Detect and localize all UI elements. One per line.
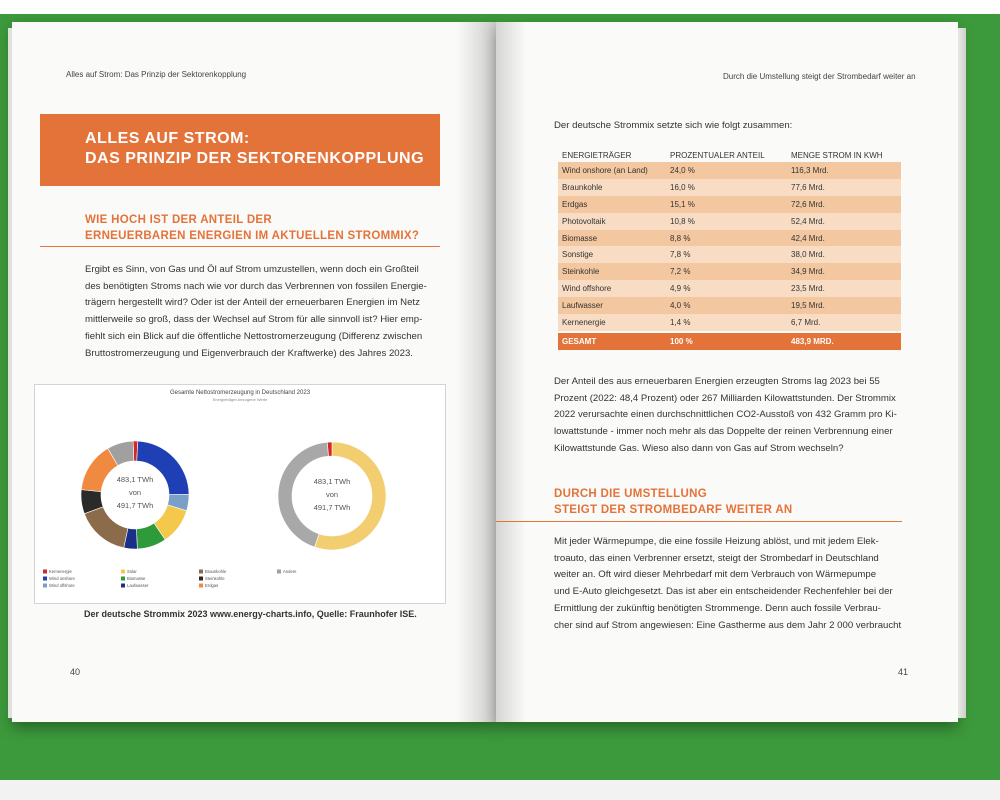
open-book [8,22,968,727]
cell-share: 4,9 % [670,284,691,294]
legend-label: Biomasse [127,576,146,581]
cell-amount: 6,7 Mrd. [791,317,821,327]
table-row [558,230,901,247]
text-line: 2022 verursachte einen durchschnittlichen CO2-Ausstoß von 432 Gramm pro Ki- [554,409,897,421]
chart-title: Gesamte Nettostromerzeugung in Deutschland 2023 [169,390,311,396]
page-number-left: 40 [70,667,81,677]
cell-amount: 34,9 Mrd. [791,267,825,277]
table-row [558,314,901,332]
legend-swatch [121,577,125,581]
text-line: Mit jeder Wärmepumpe, die eine fossile Heizung ablöst, und mit jedem Elek- [554,536,879,547]
table-row [558,213,901,230]
header-menge: MENGE STROM IN KWH [791,150,883,160]
legend-label: Wind onshore [49,576,75,581]
legend-label: Kernenergie [49,569,72,574]
legend-swatch [121,570,125,574]
page-edge-left [8,28,12,718]
text-line: Bruttostromerzeugung und Eigenverbrauch der Kraftwerke) des Jahres 2023. [85,347,413,359]
cell-source: Biomasse [562,233,598,243]
section-heading-right [554,486,793,518]
chart-canvas [35,385,445,603]
figure-caption: Der deutsche Strommix 2023 www.energy-charts.info, Quelle: Fraunhofer ISE. [84,609,417,619]
strommix-chart [34,384,446,604]
body-paragraph-right-2 [554,534,901,634]
table-intro: Der deutsche Strommix setzte sich wie folgt zusammen: [554,120,793,131]
donut2-center-line3: 491,7 TWh [313,503,351,512]
legend-swatch [199,570,203,574]
donut1-center-line2: von [128,488,142,497]
cell-amount: 77,6 Mrd. [791,182,825,192]
page-edge-right [958,28,966,718]
text-line: Kilowattstunde Gas. Wieso also dann von Gas auf Strom wechseln? [554,442,844,454]
legend-swatch [43,570,47,574]
section-heading-line1: WIE HOCH IST DER ANTEIL DER [85,214,272,226]
cell-share: 15,1 % [670,199,695,209]
slice-fossil [278,442,329,547]
donut2-center-line1: 483,1 TWh [313,477,351,486]
cell-amount: 116,3 Mrd. [791,165,829,175]
header-energietraeger: ENERGIETRÄGER [562,150,632,160]
table-row [558,196,901,213]
cell-share: 8,8 % [670,233,691,243]
right-page [496,22,958,722]
chart-legend [43,569,297,588]
cell-share: 4,0 % [670,301,691,311]
donut1-center-line1: 483,1 TWh [116,475,154,484]
table-row [558,246,901,263]
cell-amount: 38,0 Mrd. [791,250,825,260]
text-line: lowattstunde - immer noch mehr als das Doppelte der reinen Verbrennung einer [554,426,893,438]
chapter-title-line2: DAS PRINZIP DER SEKTORENKOPPLUNG [85,150,425,167]
cell-amount: 52,4 Mrd. [791,216,825,226]
table-row [558,179,901,196]
cell-share: 7,2 % [670,267,691,277]
legend-label: Braunkohle [205,569,227,574]
body-paragraph-right-1 [554,374,897,458]
cell-source: Wind onshore (an Land) [562,165,648,175]
section-heading-line2: STEIGT DER STROMBEDARF WEITER AN [554,504,793,516]
text-line: Ergibt es Sinn, von Gas und Öl auf Strom umzustellen, wenn doch ein Großteil [85,264,419,275]
text-line: troauto, das einen Verbrenner ersetzt, steigt der Strombedarf in Deutschland [554,552,879,564]
gutter-shadow-left [456,22,496,722]
cell-total-label: GESAMT [558,332,666,350]
legend-swatch [43,577,47,581]
text-line: fiehlt sich ein Blick auf die öffentliche Nettostromerzeugung (Differenz zwischen [85,330,423,342]
text-line: und E-Auto gleichgesetzt. Das ist aber ein entscheidender Rechenfehler bei der [554,586,893,598]
slice-wind-onshore [137,441,189,495]
gutter-shadow-right [496,22,526,722]
cell-total-amount: 483,9 MRD. [787,332,901,350]
cell-total-share: 100 % [666,332,787,350]
header-anteil: PROZENTUALER ANTEIL [670,150,765,160]
cell-amount: 19,5 Mrd. [791,301,825,311]
cell-source: Kernenergie [562,317,606,327]
table-row [558,297,901,314]
cell-source: Photovoltaik [562,216,606,226]
strommix-table [558,148,901,350]
table-row [558,280,901,297]
table-row [558,162,901,179]
bottom-strip [0,780,1000,800]
legend-label: Laufwasser [127,583,149,588]
left-page [12,22,496,722]
cell-source: Laufwasser [562,301,603,311]
text-line: des benötigten Stroms nach wie vor durch das Verbrennen von fossilen Energie- [85,280,427,292]
cell-source: Steinkohle [562,267,600,277]
text-line: trägern hergestellt wird? Oder ist der Anteil der erneuerbaren Energien im Netz [85,297,420,309]
chart-subtitle: Energieträger-bezogene Werte [212,397,268,402]
cell-source: Wind offshore [562,284,612,294]
table-row [558,263,901,280]
cell-source: Sonstige [562,250,594,260]
text-line: Prozent (2022: 48,4 Prozent) oder 267 Milliarden Kilowattstunden. Der Strommix [554,392,896,404]
text-line: mittlerweile so groß, dass der Wechsel auf Strom für alle sinnvoll ist? Hier emp- [85,314,423,326]
donut1-center-line3: 491,7 TWh [116,501,154,510]
legend-label: Steinkohle [205,576,225,581]
cell-source: Erdgas [562,199,588,209]
page-number-right: 41 [898,667,909,677]
section-heading-line1: DURCH DIE UMSTELLUNG [554,488,707,500]
table-header-row [558,148,901,162]
text-line: Der Anteil des aus erneuerbaren Energien erzeugten Stroms lag 2023 bei 55 [554,376,880,387]
chapter-title-line1: ALLES AUF STROM: [85,130,250,147]
text-line: Ermittlung der zukünftig benötigten Strommenge. Denn auch fossile Verbrau- [554,602,881,614]
legend-swatch [43,584,47,588]
body-paragraph-left [85,262,427,362]
legend-swatch [121,584,125,588]
legend-label: Solar [127,569,137,574]
legend-label: Wind offshore [49,583,75,588]
cell-share: 24,0 % [670,165,695,175]
running-head-right: Durch die Umstellung steigt der Strombedarf weiter an [723,72,916,81]
chapter-title-box [40,114,440,186]
cell-share: 10,8 % [670,216,695,226]
cell-share: 16,0 % [670,182,695,192]
text-line: cher sind auf Strom angewiesen: Eine Gastherme aus dem Jahr 2 000 verbraucht [554,619,902,631]
running-head-left: Alles auf Strom: Das Prinzip der Sektorenkopplung [66,70,247,79]
section-heading-line2: ERNEUERBAREN ENERGIEN IM AKTUELLEN STROMMIX? [85,230,420,242]
legend-swatch [199,577,203,581]
cell-source: Braunkohle [562,182,603,192]
legend-swatch [277,570,281,574]
heading-rule [40,246,440,247]
cell-amount: 42,4 Mrd. [791,233,825,243]
section-heading-left [85,212,419,244]
cell-share: 1,4 % [670,317,691,327]
slice-braunkohle [84,507,128,548]
heading-rule [496,521,902,522]
legend-swatch [199,584,203,588]
cell-amount: 72,6 Mrd. [791,199,825,209]
legend-label: Andere [283,569,297,574]
text-line: weiter an. Oft wird dieser Mehrbedarf mit dem Verbrauch von Wärmepumpe [554,569,877,581]
donut2-center-line2: von [325,490,339,499]
cell-amount: 23,5 Mrd. [791,284,825,294]
table-total-row [558,332,901,350]
cell-share: 7,8 % [670,250,691,260]
legend-label: Erdgas [205,583,219,588]
